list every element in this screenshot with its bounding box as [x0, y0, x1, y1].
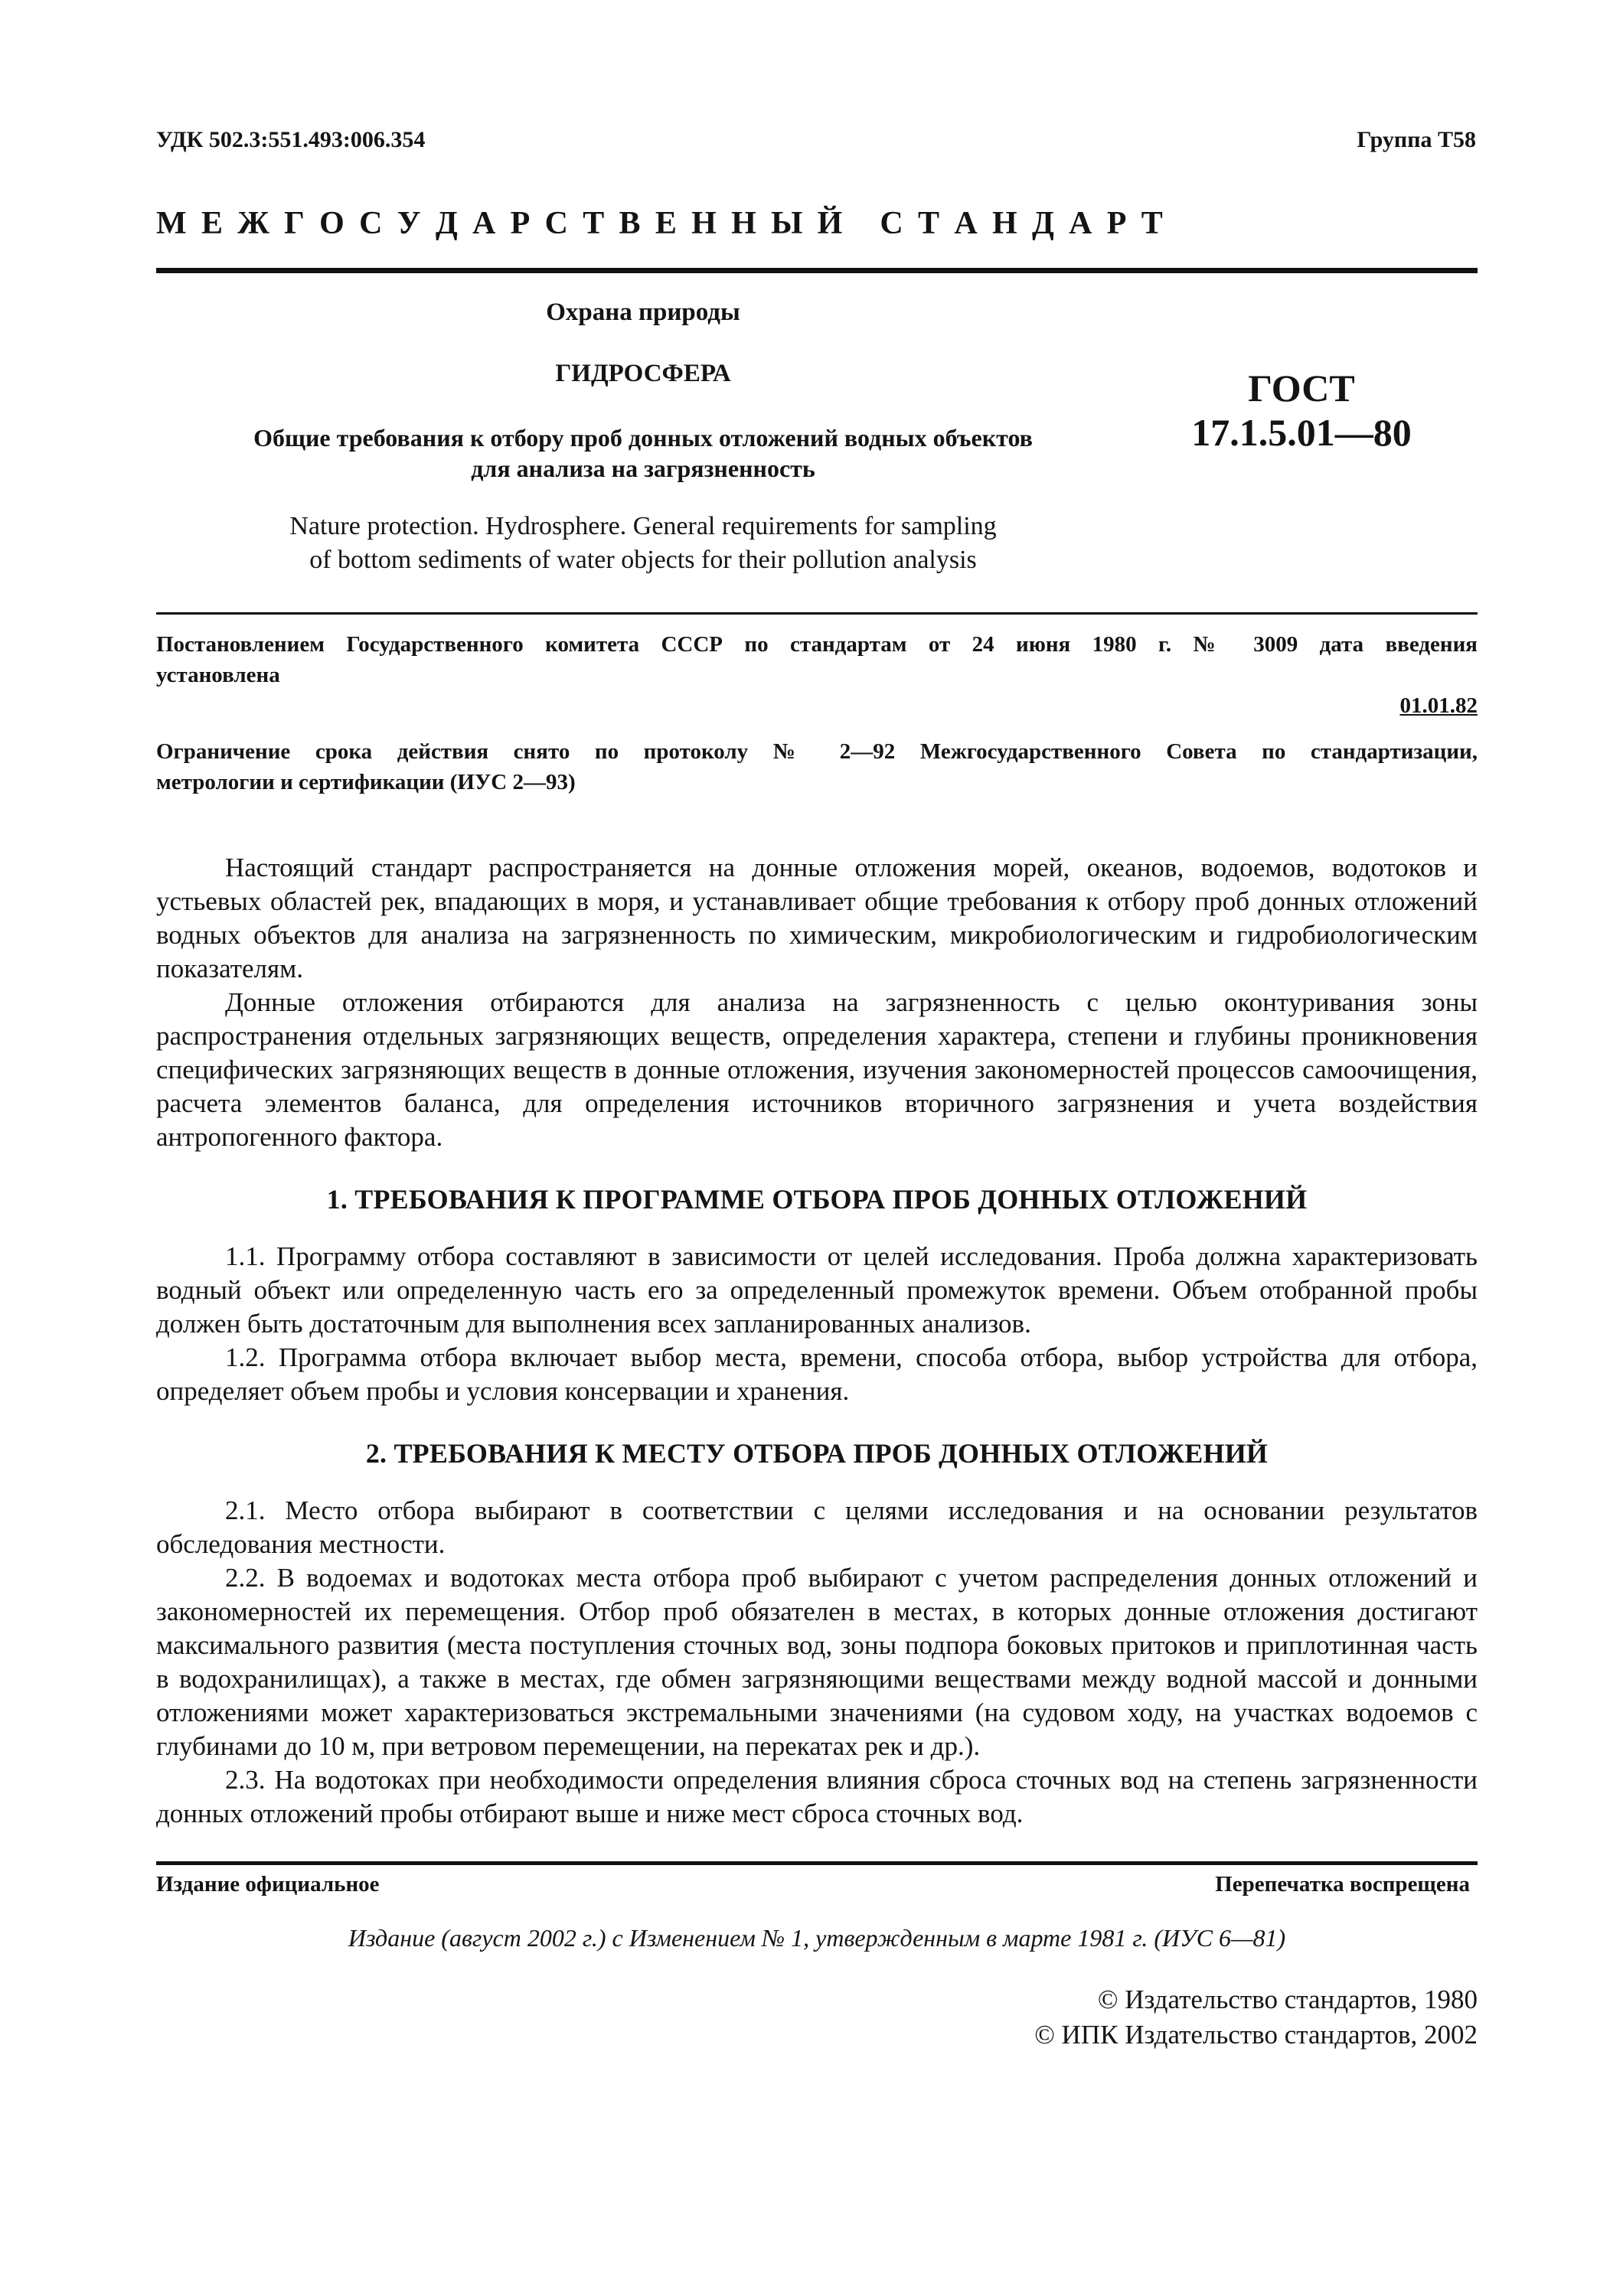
copyright-line2: © ИПК Издательство стандартов, 2002 — [1034, 2020, 1478, 2050]
edition-note: Издание (август 2002 г.) с Изменением № 1, утвержденным в марте 1981 г. (ИУС 6—81) — [348, 1924, 1286, 1952]
section-2-paragraph-1: 2.1. Место отбора выбирают в соответствии с целями исследования и на основании результатов обследования местности. — [156, 1495, 1478, 1559]
restriction-line1: Ограничение срока действия снято по протоколу № 2—92 Межгосударственного Совета по стандартизации, — [156, 739, 1478, 764]
decree-date: 01.01.82 — [1399, 693, 1478, 718]
section-2-paragraph-2: 2.2. В водоемах и водотоках места отбора проб выбирают с учетом распределения донных отложений и закономерностей их перемещения. Отбор проб обязателен в местах, в которых донные отложения достигают максимального развития (места поступления сточных вод, зоны подпора боковых притоков и приплотинная часть в водохранилищах), а также в местах, где обмен загрязняющими веществами между водной массой и донными отложениями может характеризоваться экстремальными значениями (на судовом ходу, на участках водоемов с глубинами до 10 м, при ветровом перемещении, на перекатах рек и др.). — [156, 1563, 1478, 1761]
decree-line2: установлена — [156, 663, 280, 687]
title-ru-line2: для анализа на загрязненность — [471, 455, 815, 482]
group-code: Группа Т58 — [1357, 127, 1476, 152]
header-rule — [156, 268, 1478, 273]
gost-label: ГОСТ — [1248, 367, 1355, 409]
udk-code: УДК 502.3:551.493:006.354 — [156, 127, 426, 152]
reprint-notice: Перепечатка воспрещена — [1215, 1872, 1470, 1896]
decree-line1: Постановлением Государственного комитета СССР по стандартам от 24 июня 1980 г. № 3009 дата введения — [156, 632, 1478, 657]
restriction-block — [156, 736, 1478, 797]
subject-title: Охрана природы — [546, 298, 740, 326]
gost-designation — [1133, 366, 1470, 455]
section-1-title: 1. ТРЕБОВАНИЯ К ПРОГРАММЕ ОТБОРА ПРОБ ДОННЫХ ОТЛОЖЕНИЙ — [326, 1184, 1308, 1215]
title-ru — [161, 422, 1125, 484]
intro-paragraph-2: Донные отложения отбираются для анализа на загрязненность с целью оконтуривания зоны распространения отдельных загрязняющих веществ, определения характера, степени и глубины проникновения специфических загрязняющих веществ в донные отложения, изучения закономерностей процессов самоочищения, расчета элементов баланса, для определения источников вторичного загрязнения и учета воздействия антропогенного фактора. — [156, 987, 1478, 1152]
standard-type-heading — [156, 205, 1478, 242]
section-1-paragraph-2: 1.2. Программа отбора включает выбор места, времени, способа отбора, выбор устройства для отбора, определяет объем пробы и условия консервации и хранения. — [156, 1342, 1478, 1406]
intro-paragraph-1: Настоящий стандарт распространяется на донные отложения морей, океанов, водоемов, водотоков и устьевых областей рек, впадающих в моря, и устанавливает общие требования к отбору проб донных отложений водных объектов для анализа на загрязненность по химическим, микробиологическим и гидробиологическим показателям. — [156, 853, 1478, 983]
section-2-title: 2. ТРЕБОВАНИЯ К МЕСТУ ОТБОРА ПРОБ ДОННЫХ ОТЛОЖЕНИЙ — [365, 1438, 1269, 1469]
gost-number: 17.1.5.01—80 — [1191, 411, 1412, 454]
restriction-line2: метрологии и сертификации (ИУС 2—93) — [156, 770, 576, 794]
standard-type-text: М Е Ж Г О С У Д А Р С Т В Е Н Н Ы Й С Т А Н Д А Р Т — [156, 206, 1167, 241]
decree-block — [156, 629, 1478, 721]
title-en — [176, 510, 1110, 577]
title-en-line2: of bottom sediments of water objects for their pollution analysis — [309, 546, 977, 574]
copyright-line1: © Издательство стандартов, 1980 — [1097, 1985, 1478, 2014]
official-edition: Издание официальное — [156, 1872, 380, 1896]
footer-rule — [156, 1861, 1478, 1865]
section-1-paragraph-1: 1.1. Программу отбора составляют в зависимости от целей исследования. Проба должна характеризовать водный объект или определенную часть его за определенный промежуток времени. Объем отобранной пробы должен быть достаточным для выполнения всех запланированных анализов. — [156, 1241, 1478, 1339]
copyright-block — [1034, 1982, 1478, 2053]
title-en-line1: Nature protection. Hydrosphere. General requirements for sampling — [289, 512, 997, 540]
main-title: ГИДРОСФЕРА — [555, 360, 731, 387]
body-text — [156, 851, 1478, 1831]
section-2-paragraph-3: 2.3. На водотоках при необходимости определения влияния сброса сточных вод на степень загрязненности донных отложений пробы отбирают выше и ниже мест сброса сточных вод. — [156, 1765, 1478, 1828]
title-rule — [156, 612, 1478, 615]
title-ru-line1: Общие требования к отбору проб донных отложений водных объектов — [253, 424, 1033, 452]
